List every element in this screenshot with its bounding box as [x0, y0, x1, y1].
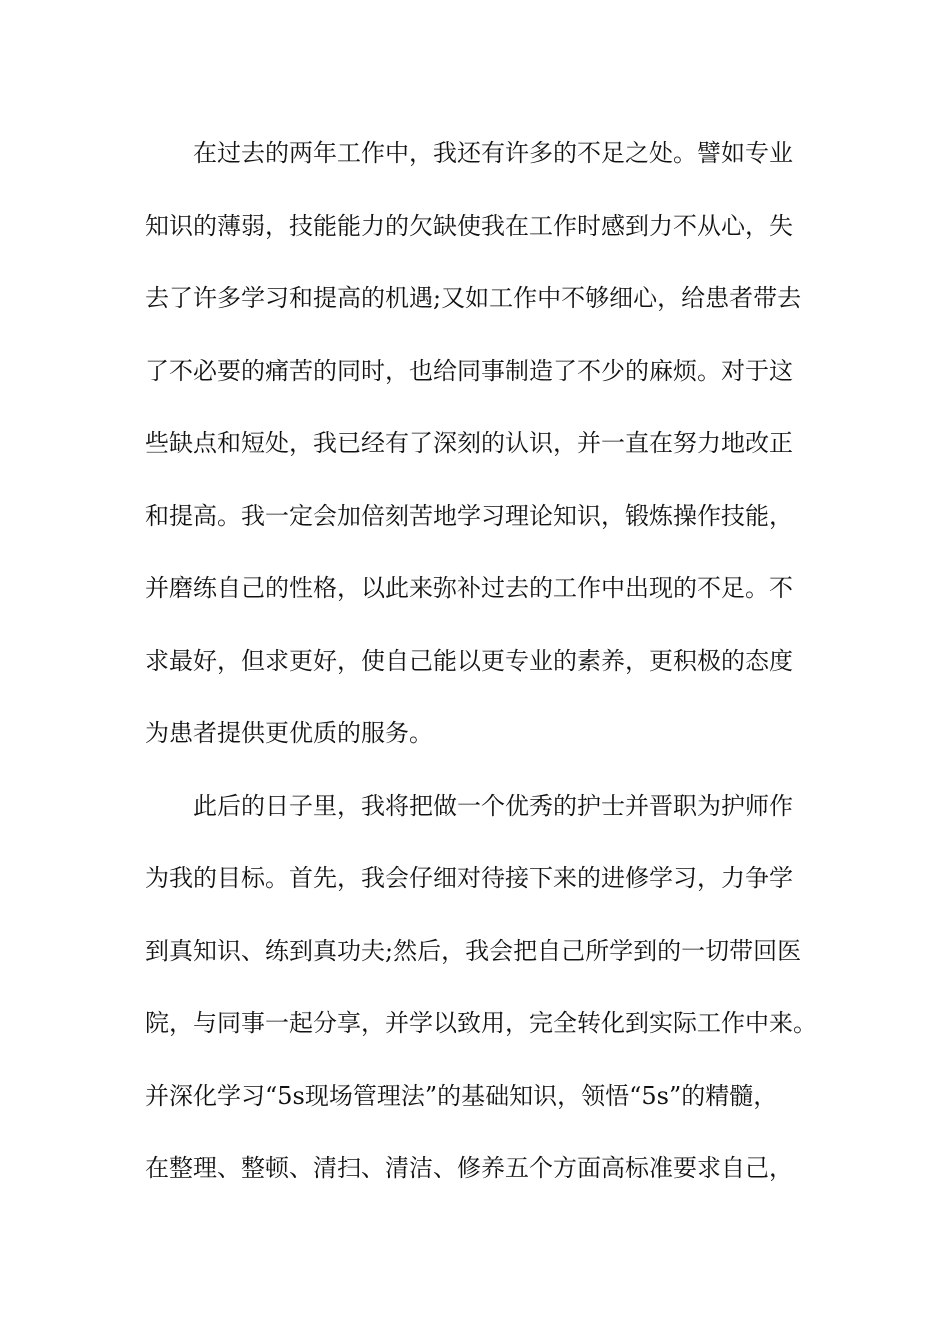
- paragraph-1-line-3: 去了许多学习和提高的机遇;又如工作中不够细心，给患者带去: [145, 284, 802, 312]
- paragraph-1-line-7: 并磨练自己的性格，以此来弥补过去的工作中出现的不足。不: [145, 574, 793, 602]
- paragraph-1-line-9: 为患者提供更优质的服务。: [145, 719, 433, 747]
- paragraph-2-line-3: 到真知识、练到真功夫;然后，我会把自己所学到的一切带回医: [145, 936, 802, 965]
- paragraph-1-line-8: 求最好，但求更好，使自己能以更专业的素养，更积极的态度: [145, 646, 793, 675]
- document-body: [145, 126, 825, 1214]
- paragraph-1-line-2: 知识的薄弱，技能能力的欠缺使我在工作时感到力不从心，失: [145, 211, 793, 240]
- paragraph-2-line-6: 在整理、整顿、清扫、清洁、修养五个方面高标准要求自己，: [145, 1154, 793, 1182]
- paragraph-1-line-6: 和提高。我一定会加倍刻苦地学习理论知识，锻炼操作技能，: [145, 501, 793, 530]
- paragraph-2-line-5: 并深化学习“5s现场管理法”的基础知识，领悟“5s”的精髓，: [145, 1081, 778, 1110]
- paragraph-2-line-1: 此后的日子里，我将把做一个优秀的护士并晋职为护师作: [193, 791, 793, 820]
- paragraph-2-line-2: 为我的目标。首先，我会仔细对待接下来的进修学习，力争学: [145, 864, 793, 892]
- paragraph-2-line-4: 院，与同事一起分享，并学以致用，完全转化到实际工作中来。: [145, 1009, 817, 1037]
- paragraph-1-line-4: 了不必要的痛苦的同时，也给同事制造了不少的麻烦。对于这: [145, 356, 793, 385]
- paragraph-1-line-1: 在过去的两年工作中，我还有许多的不足之处。譬如专业: [193, 139, 793, 167]
- paragraph-1-line-5: 些缺点和短处，我已经有了深刻的认识，并一直在努力地改正: [145, 429, 793, 457]
